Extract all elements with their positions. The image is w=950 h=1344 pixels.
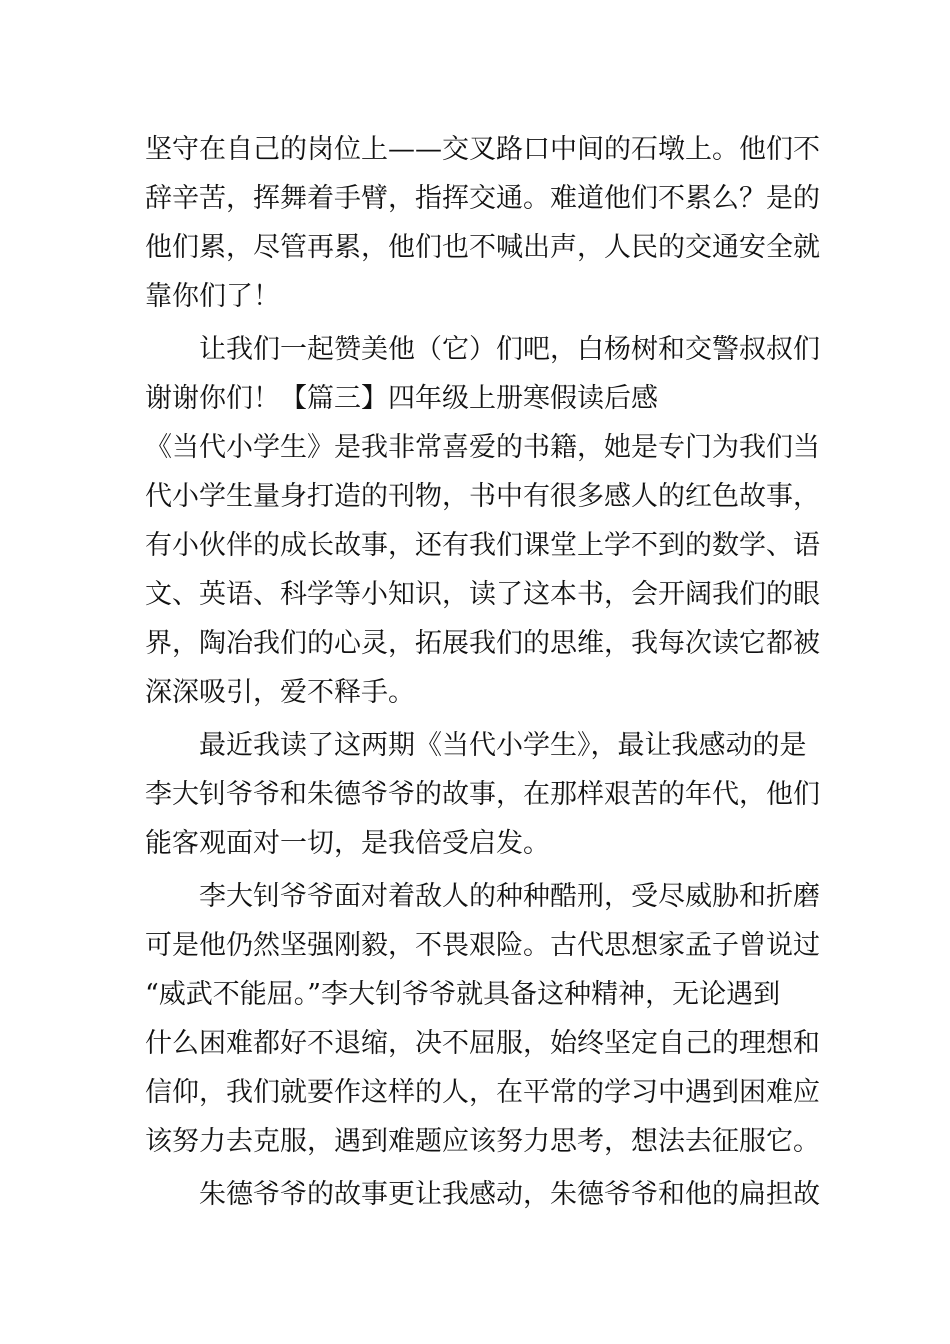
paragraph-3 (145, 721, 820, 868)
text-line: 最近我读了这两期《当代小学生》，最让我感动的是 (199, 730, 807, 761)
text-line: 谢谢你们！【篇三】四年级上册寒假读后感 (145, 383, 658, 414)
text-line: 靠你们了！ (145, 281, 280, 312)
text-line: 让我们一起赞美他（它）们吧，白杨树和交警叔叔们 (199, 334, 820, 365)
text-line: 李大钊爷爷面对着敌人的种种酷刑，受尽威胁和折磨 (199, 881, 820, 912)
text-line: 李大钊爷爷和朱德爷爷的故事，在那样艰苦的年代，他们 (145, 779, 820, 810)
text-line: 该努力去克服，遇到难题应该努力思考，想法去征服它。 (145, 1126, 820, 1157)
document-body (145, 125, 820, 1219)
text-line: 文、英语、科学等小知识，读了这本书，会开阔我们的眼 (145, 579, 820, 610)
text-line: 界，陶冶我们的心灵，拓展我们的思维，我每次读它都被 (145, 628, 820, 659)
text-line: 有小伙伴的成长故事，还有我们课堂上学不到的数学、语 (145, 530, 820, 561)
text-line: 可是他仍然坚强刚毅，不畏艰险。古代思想家孟子曾说过 (145, 930, 820, 961)
text-line: 坚守在自己的岗位上——交叉路口中间的石墩上。他们不 (145, 134, 820, 165)
paragraph-4 (145, 872, 820, 1166)
paragraph-2 (145, 325, 820, 717)
text-line: 《当代小学生》是我非常喜爱的书籍，她是专门为我们当 (145, 432, 820, 463)
text-line: “威武不能屈。”李大钊爷爷就具备这种精神，无论遇到 (145, 979, 781, 1010)
text-line: 辞辛苦，挥舞着手臂，指挥交通。难道他们不累么？是的 (145, 183, 820, 214)
text-line: 代小学生量身打造的刊物，书中有很多感人的红色故事， (145, 481, 820, 512)
text-line: 朱德爷爷的故事更让我感动，朱德爷爷和他的扁担故 (199, 1179, 820, 1210)
paragraph-1 (145, 125, 820, 321)
text-line: 能客观面对一切，是我倍受启发。 (145, 828, 550, 859)
text-line: 什么困难都好不退缩，决不屈服，始终坚定自己的理想和 (145, 1028, 820, 1059)
text-line: 他们累，尽管再累，他们也不喊出声，人民的交通安全就 (145, 232, 820, 263)
text-line: 深深吸引，爱不释手。 (145, 677, 415, 708)
paragraph-5 (145, 1170, 820, 1219)
text-line: 信仰，我们就要作这样的人，在平常的学习中遇到困难应 (145, 1077, 820, 1108)
